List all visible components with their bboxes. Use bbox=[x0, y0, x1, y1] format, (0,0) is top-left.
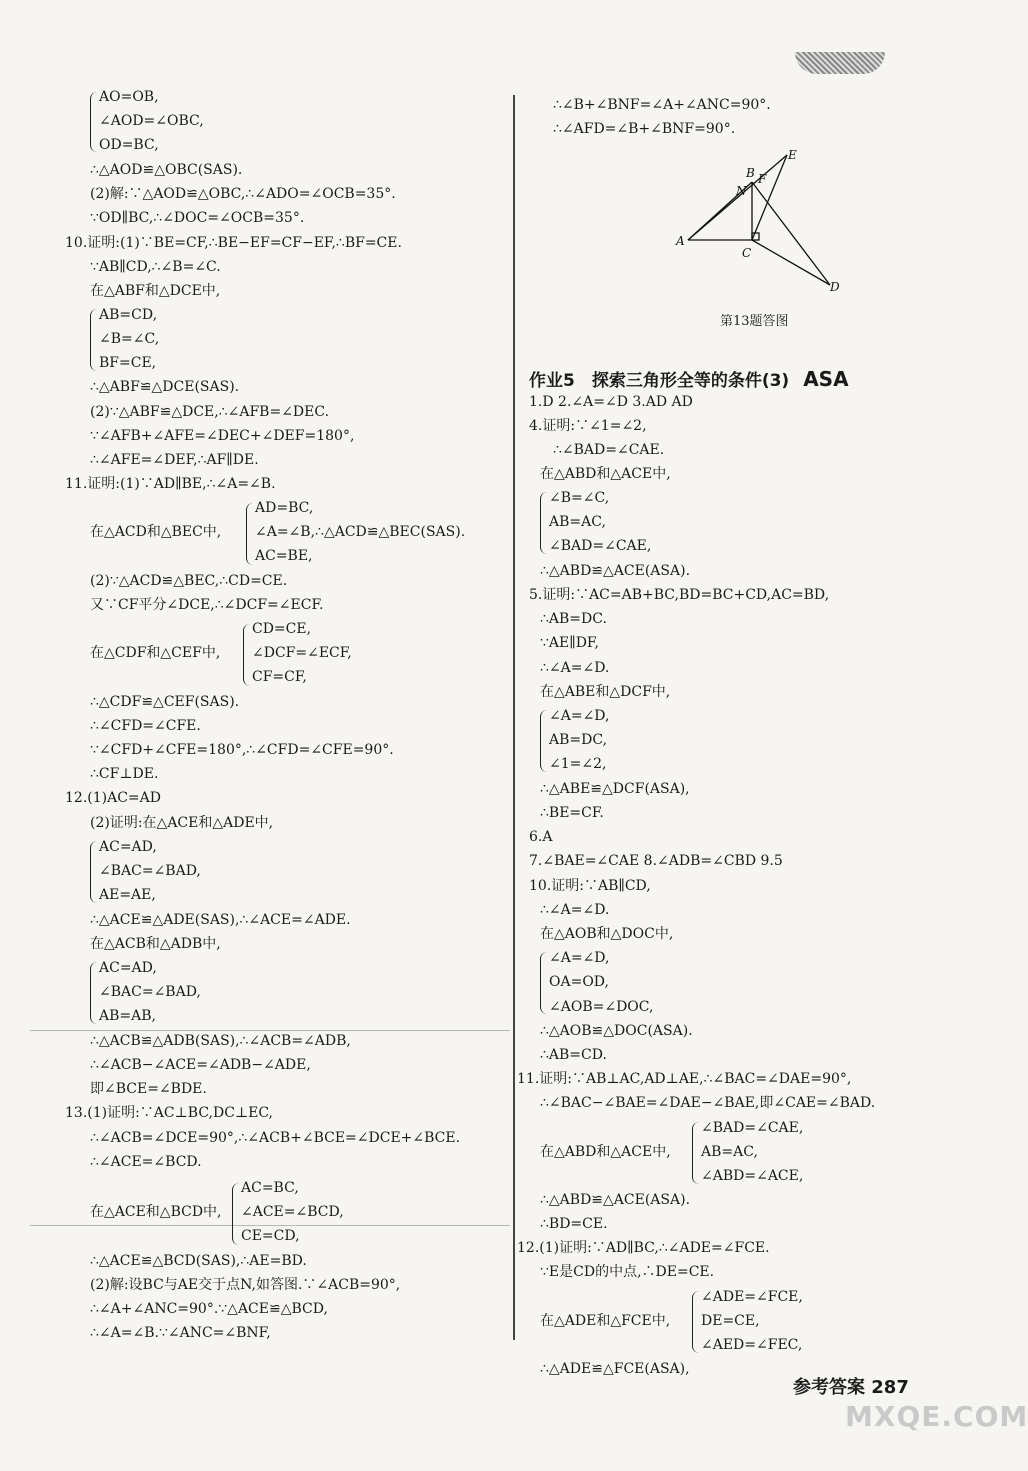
text-line: ∴△ABF≌△DCE(SAS). bbox=[90, 379, 240, 395]
text-line: ∴△ABD≌△ACE(ASA). bbox=[540, 563, 691, 579]
text-line: ∠BAD=∠CAE, bbox=[701, 1120, 804, 1136]
text-line: 在△ABD和△ACE中, bbox=[540, 466, 671, 482]
text-line: ∠AOB=∠DOC, bbox=[549, 999, 654, 1015]
text-line: ∠A=∠B,∴△ACD≌△BEC(SAS). bbox=[255, 524, 466, 540]
brace bbox=[232, 1183, 239, 1245]
text-line: BF=CE, bbox=[99, 355, 157, 371]
text-line: AC=BC, bbox=[241, 1180, 299, 1196]
text-line: ∠BAC=∠BAD, bbox=[99, 984, 201, 1000]
text-line: 在△ADE和△FCE中, bbox=[540, 1313, 671, 1329]
figure-label-d: D bbox=[830, 280, 840, 294]
text-line: 在△ACE和△BCD中, bbox=[90, 1204, 222, 1220]
text-line: ∴△ABD≌△ACE(ASA). bbox=[540, 1192, 691, 1208]
brace bbox=[90, 92, 97, 152]
brace bbox=[540, 492, 547, 554]
text-line: ∴△ACB≌△ADB(SAS),∴∠ACB=∠ADB, bbox=[90, 1033, 351, 1049]
text-line: ∠BAC=∠BAD, bbox=[99, 863, 201, 879]
text-line: ∵∠AFB+∠AFE=∠DEC+∠DEF=180°, bbox=[90, 428, 355, 444]
text-line: (2)解:∵△AOD≌△OBC,∴∠ADO=∠OCB=35°. bbox=[90, 186, 396, 202]
text-line: CE=CD, bbox=[241, 1228, 300, 1244]
text-line: 在△AOB和△DOC中, bbox=[540, 926, 674, 942]
brace bbox=[90, 841, 97, 903]
text-line: ∵∠CFD+∠CFE=180°,∴∠CFD=∠CFE=90°. bbox=[90, 742, 394, 758]
text-line: AC=AD, bbox=[99, 960, 157, 976]
text-line: ∴∠B+∠BNF=∠A+∠ANC=90°. bbox=[553, 97, 771, 113]
text-line: AB=AB, bbox=[99, 1008, 156, 1024]
text-line: ∴△ACE≌△ADE(SAS),∴∠ACE=∠ADE. bbox=[90, 912, 351, 928]
text-line: ∴∠AFD=∠B+∠BNF=90°. bbox=[553, 121, 736, 137]
text-line: ∴△ACE≌△BCD(SAS),∴AE=BD. bbox=[90, 1253, 307, 1269]
text-line: 5.证明:∵AC=AB+BC,BD=BC+CD,AC=BD, bbox=[529, 587, 830, 603]
text-line: ∠ACE=∠BCD, bbox=[241, 1204, 344, 1220]
text-line: ∴△ADE≌△FCE(ASA), bbox=[540, 1361, 690, 1377]
text-line: ∵E是CD的中点,∴DE=CE. bbox=[540, 1264, 715, 1280]
text-line: ∠1=∠2, bbox=[549, 756, 607, 772]
text-line: ∴BE=CF. bbox=[540, 805, 604, 821]
text-line: 在△ABF和△DCE中, bbox=[90, 283, 221, 299]
text-line: AB=CD, bbox=[99, 307, 158, 323]
text-line: 即∠BCE=∠BDE. bbox=[90, 1081, 207, 1097]
text-line: 在△CDF和△CEF中, bbox=[90, 645, 221, 661]
text-line: ∴∠A=∠D. bbox=[540, 902, 610, 918]
figure-label-f: F bbox=[758, 172, 767, 186]
text-line: ∴AB=DC. bbox=[540, 611, 607, 627]
text-line: AD=BC, bbox=[255, 500, 314, 516]
text-line: ∴CF⊥DE. bbox=[90, 766, 159, 782]
decorative-hatch bbox=[795, 52, 885, 74]
figure-label-n: N bbox=[736, 184, 747, 198]
text-line: 在△ACB和△ADB中, bbox=[90, 936, 221, 952]
geometry-figure bbox=[670, 145, 850, 305]
text-line: ∠B=∠C, bbox=[99, 331, 160, 347]
text-line: ∴∠A=∠B.∵∠ANC=∠BNF, bbox=[90, 1325, 271, 1341]
text-line: ∴△ABE≌△DCF(ASA), bbox=[540, 781, 690, 797]
text-line: ∠ADE=∠FCE, bbox=[701, 1289, 803, 1305]
text-line: 在△ACD和△BEC中, bbox=[90, 524, 222, 540]
text-line: 在△ABE和△DCF中, bbox=[540, 684, 671, 700]
text-line: 11.证明:(1)∵AD∥BE,∴∠A=∠B. bbox=[65, 476, 276, 492]
text-line: ∠DCF=∠ECF, bbox=[252, 645, 352, 661]
text-line: OD=BC, bbox=[99, 137, 159, 153]
watermark: MXQE.COM bbox=[845, 1400, 1028, 1433]
text-line: AB=DC, bbox=[549, 732, 608, 748]
section-title-text: 作业5 探索三角形全等的条件(3) bbox=[529, 371, 790, 391]
text-line: ∴△AOB≌△DOC(ASA). bbox=[540, 1023, 693, 1039]
text-line: OA=OD, bbox=[549, 974, 609, 990]
text-line: ∴∠A+∠ANC=90°.∵△ACE≌△BCD, bbox=[90, 1301, 328, 1317]
text-line: ∵AB∥CD,∴∠B=∠C. bbox=[90, 259, 221, 275]
text-line: ∠AOD=∠OBC, bbox=[99, 113, 204, 129]
text-line: ∴AB=CD. bbox=[540, 1047, 607, 1063]
figure-caption: 第13题答图 bbox=[720, 314, 789, 329]
text-line: 4.证明:∵∠1=∠2, bbox=[529, 418, 647, 434]
text-line: ∴∠ACB−∠ACE=∠ADB−∠ADE, bbox=[90, 1057, 311, 1073]
text-line: ∠A=∠D, bbox=[549, 708, 610, 724]
text-line: ∴∠ACE=∠BCD. bbox=[90, 1154, 202, 1170]
text-line: ∵OD∥BC,∴∠DOC=∠OCB=35°. bbox=[90, 210, 305, 226]
brace bbox=[90, 962, 97, 1024]
text-line: (2)∵△ACD≌△BEC,∴CD=CE. bbox=[90, 573, 288, 589]
text-line: CD=CE, bbox=[252, 621, 312, 637]
figure-label-a: A bbox=[676, 234, 685, 248]
page-footer: 参考答案 287 bbox=[793, 1377, 909, 1398]
text-line: 1.D 2.∠A=∠D 3.AD AD bbox=[529, 394, 693, 410]
text-line: AC=AD, bbox=[99, 839, 157, 855]
brace bbox=[692, 1122, 699, 1184]
text-line: 7.∠BAE=∠CAE 8.∠ADB=∠CBD 9.5 bbox=[529, 853, 783, 869]
text-line: DE=CE, bbox=[701, 1313, 760, 1329]
section-title bbox=[529, 366, 849, 391]
text-line: AE=AE, bbox=[99, 887, 156, 903]
text-line: ∴∠A=∠D. bbox=[540, 660, 610, 676]
brace bbox=[246, 503, 253, 565]
brace bbox=[90, 309, 97, 371]
text-line: 12.(1)证明:∵AD∥BC,∴∠ADE=∠FCE. bbox=[517, 1240, 770, 1256]
text-line: ∠ABD=∠ACE, bbox=[701, 1168, 804, 1184]
text-line: ∠A=∠D, bbox=[549, 950, 610, 966]
text-line: ∴∠AFE=∠DEF,∴AF∥DE. bbox=[90, 452, 259, 468]
text-line: 10.证明:∵AB∥CD, bbox=[529, 878, 651, 894]
text-line: AB=AC, bbox=[701, 1144, 758, 1160]
text-line: (2)证明:在△ACE和△ADE中, bbox=[90, 815, 274, 831]
brace bbox=[243, 624, 250, 686]
section-badge: ASA bbox=[803, 367, 849, 391]
figure-label-b: B bbox=[746, 166, 755, 180]
text-line: ∠AED=∠FEC, bbox=[701, 1337, 803, 1353]
text-line: ∴BD=CE. bbox=[540, 1216, 608, 1232]
text-line: ∴∠CFD=∠CFE. bbox=[90, 718, 201, 734]
figure-label-c: C bbox=[742, 246, 752, 260]
text-line: CF=CF, bbox=[252, 669, 307, 685]
text-line: ∠B=∠C, bbox=[549, 490, 610, 506]
text-line: 10.证明:(1)∵BE=CF,∴BE−EF=CF−EF,∴BF=CE. bbox=[65, 235, 402, 251]
brace bbox=[692, 1291, 699, 1353]
text-line: ∴∠BAD=∠CAE. bbox=[553, 442, 665, 458]
text-line: 13.(1)证明:∵AC⊥BC,DC⊥EC, bbox=[65, 1105, 273, 1121]
brace bbox=[540, 952, 547, 1014]
text-line: 11.证明:∵AB⊥AC,AD⊥AE,∴∠BAC=∠DAE=90°, bbox=[517, 1071, 852, 1087]
text-line: ∴△CDF≌△CEF(SAS). bbox=[90, 694, 240, 710]
text-line: AO=OB, bbox=[99, 89, 159, 105]
text-line: AB=AC, bbox=[549, 514, 606, 530]
text-line: AC=BE, bbox=[255, 548, 313, 564]
text-line: 在△ABD和△ACE中, bbox=[540, 1144, 671, 1160]
text-line: 又∵CF平分∠DCE,∴∠DCF=∠ECF. bbox=[90, 597, 324, 613]
text-line: 6.A bbox=[529, 829, 553, 845]
brace bbox=[540, 710, 547, 772]
text-line: 12.(1)AC=AD bbox=[65, 790, 161, 806]
figure-label-e: E bbox=[788, 148, 797, 162]
text-line: ∠BAD=∠CAE, bbox=[549, 538, 652, 554]
text-line: (2)∵△ABF≌△DCE,∴∠AFB=∠DEC. bbox=[90, 404, 330, 420]
column-divider bbox=[513, 95, 515, 1340]
text-line: ∴∠ACB=∠DCE=90°,∴∠ACB+∠BCE=∠DCE+∠BCE. bbox=[90, 1130, 461, 1146]
text-line: (2)解:设BC与AE交于点N,如答图.∵∠ACB=90°, bbox=[90, 1277, 401, 1293]
text-line: ∴△AOD≌△OBC(SAS). bbox=[90, 162, 243, 178]
text-line: ∵AE∥DF, bbox=[540, 635, 599, 651]
text-line: ∴∠BAC−∠BAE=∠DAE−∠BAE,即∠CAE=∠BAD. bbox=[540, 1095, 876, 1111]
